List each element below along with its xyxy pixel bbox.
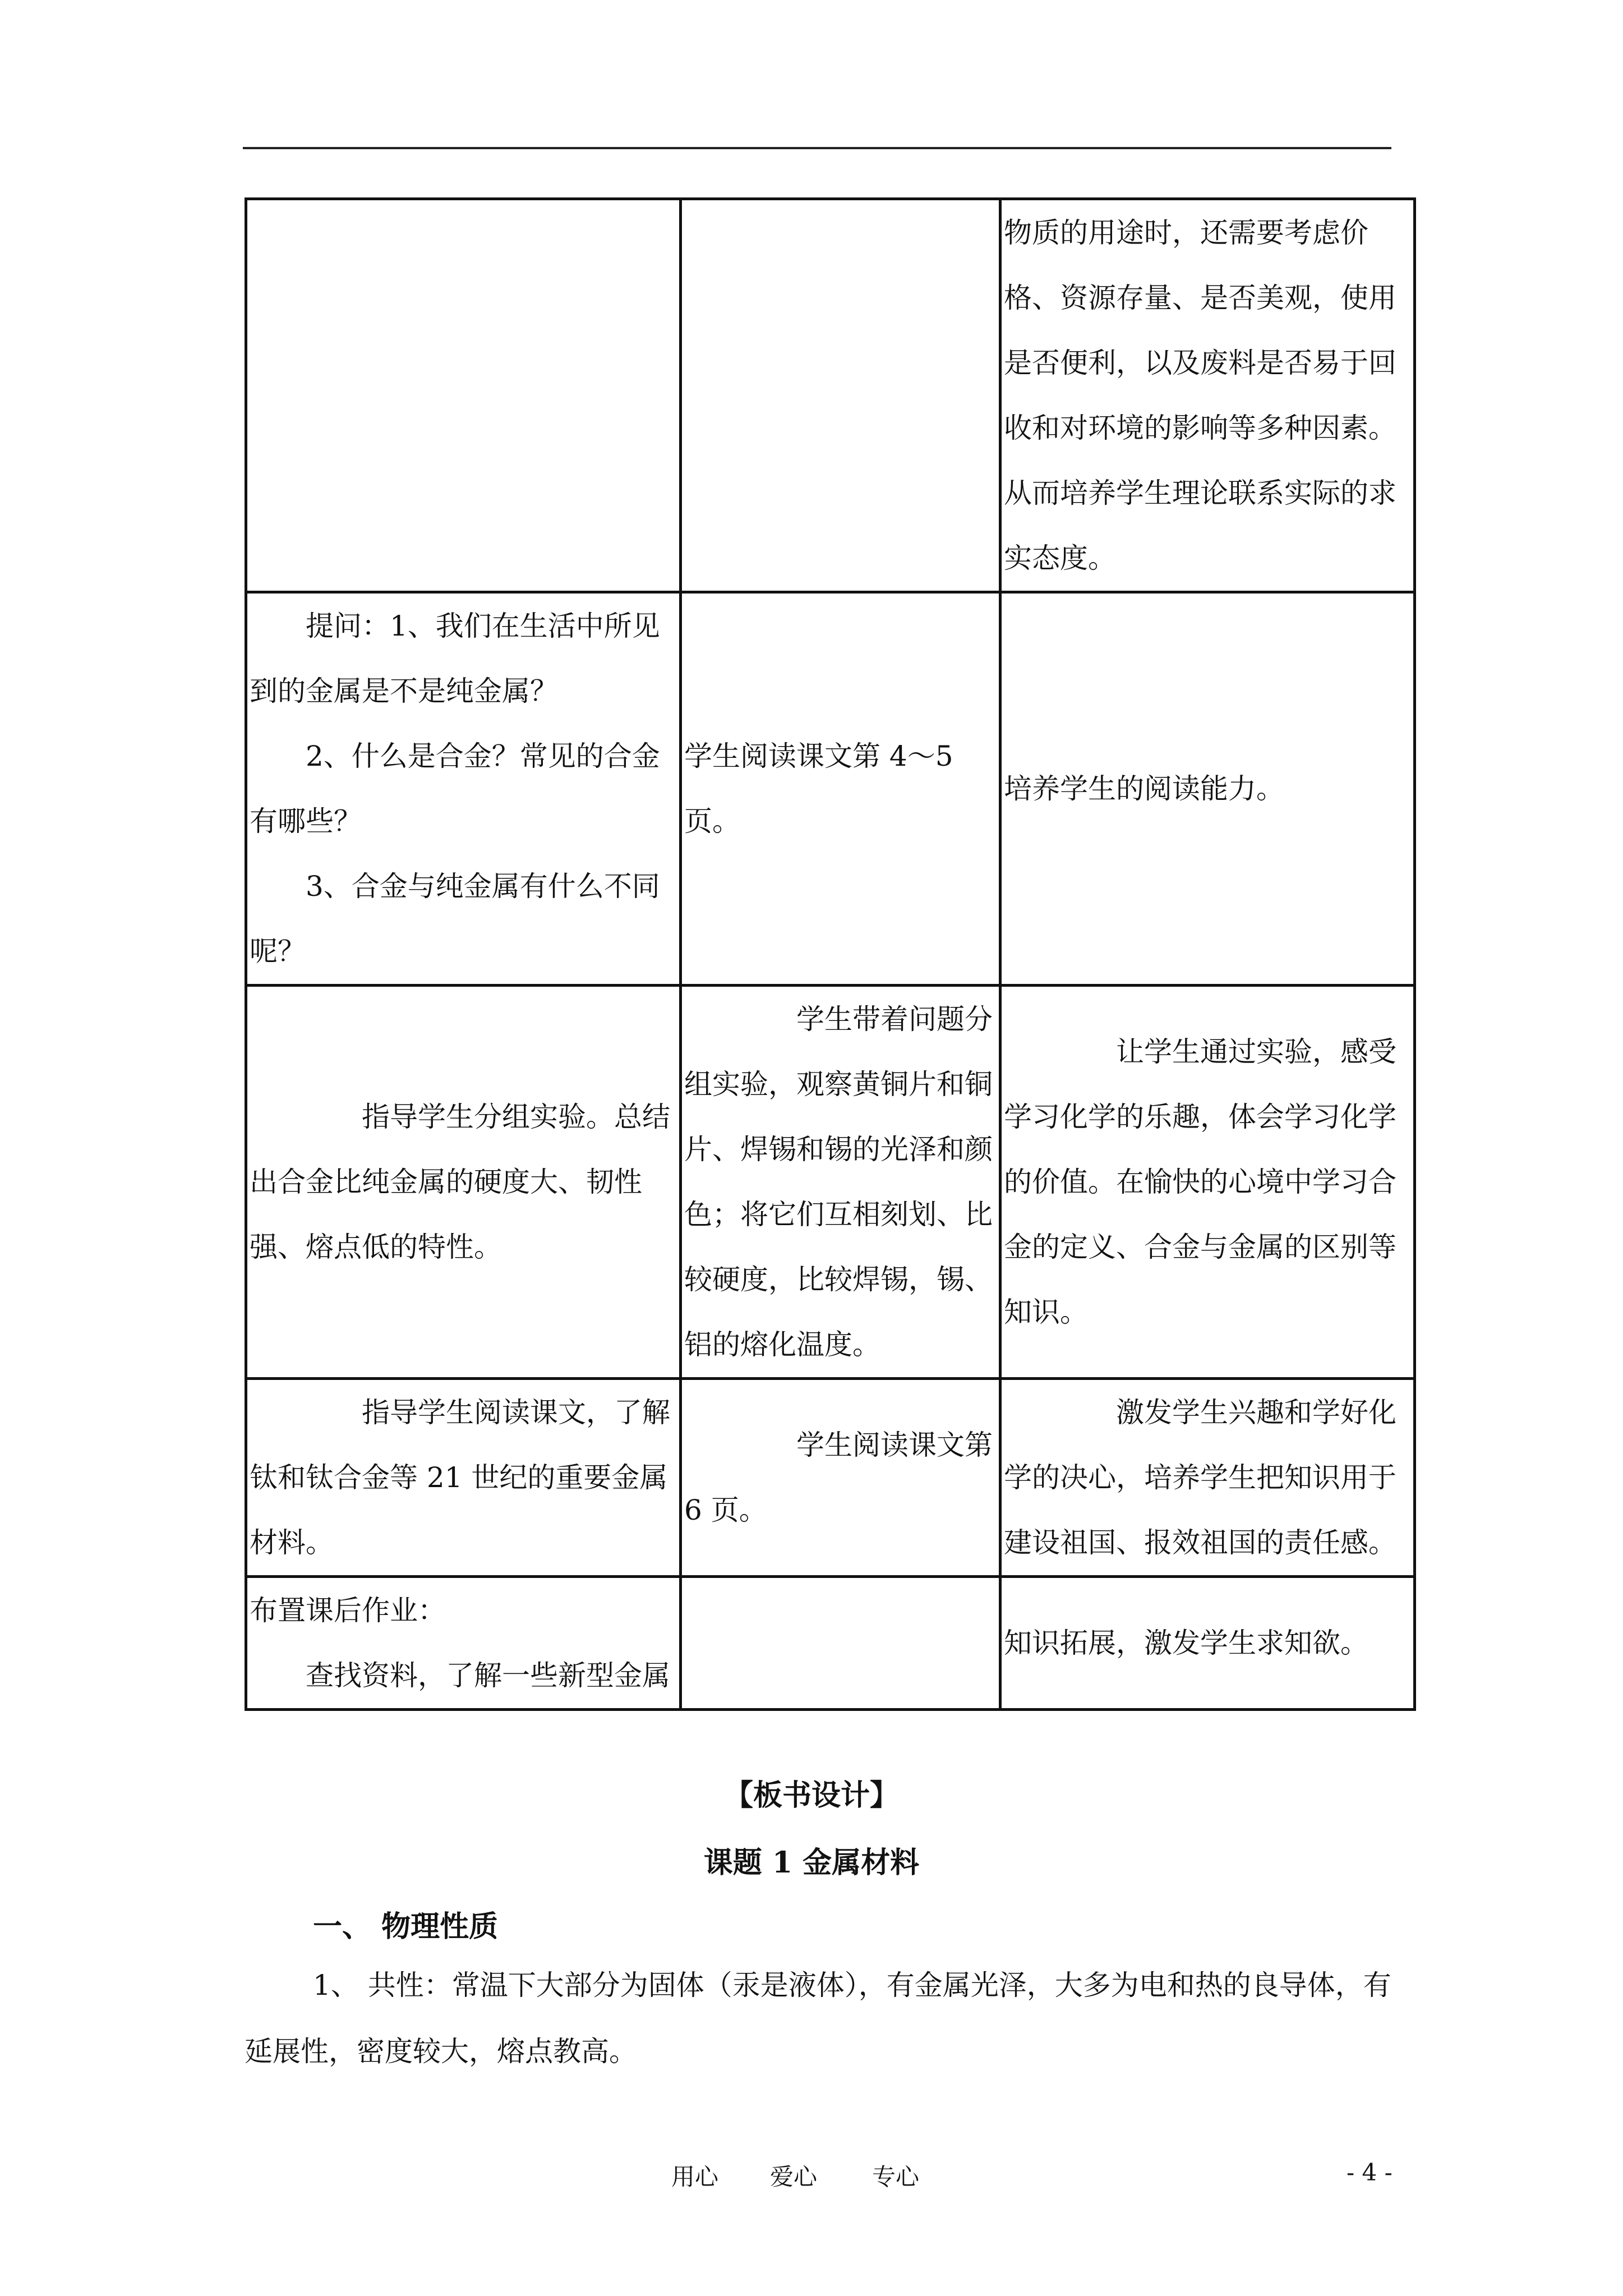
student-cell <box>681 1577 1000 1710</box>
purpose-text: 让学生通过实验，感受学习化学的乐趣，体会学习化学的价值。在愉快的心境中学习合金的定义、合金与金属的区别等知识。 <box>1004 1036 1396 1328</box>
table-row <box>246 1577 1415 1710</box>
student-cell <box>681 199 1000 592</box>
student-cell <box>681 986 1000 1379</box>
student-cell <box>681 1379 1000 1577</box>
student-cell <box>681 592 1000 986</box>
teacher-cell <box>246 986 681 1379</box>
purpose-cell <box>1000 199 1415 592</box>
purpose-cell <box>1000 986 1415 1379</box>
footer-motto-1: 用心 <box>671 2163 719 2191</box>
purpose-text: 培养学生的阅读能力。 <box>1004 772 1284 805</box>
footer-motto-3: 专心 <box>872 2163 920 2191</box>
homework-label: 布置课后作业： <box>250 1594 446 1627</box>
section-paragraph: 1、 共性：常温下大部分为固体（汞是液体），有金属光泽，大多为电和热的良导体，有延展性，密度较大，熔点教高。 <box>245 1969 1391 2068</box>
board-title: 课题 1 金属材料 <box>703 1846 920 1880</box>
purpose-text: 激发学生兴趣和学好化学的决心，培养学生把知识用于建设祖国、报效祖国的责任感。 <box>1004 1396 1396 1559</box>
homework-text: 查找资料，了解一些新型金属 <box>306 1659 670 1692</box>
section-heading: 一、 物理性质 <box>313 1910 499 1944</box>
footer-motto-2: 爱心 <box>770 2163 818 2191</box>
purpose-text: 知识拓展，激发学生求知欲。 <box>1004 1627 1368 1659</box>
question-3: 3、合金与纯金属有什么不同呢？ <box>250 870 660 968</box>
table-row <box>246 199 1415 592</box>
purpose-cell <box>1000 592 1415 986</box>
page-number: - 4 - <box>1347 2159 1393 2186</box>
lesson-table <box>245 197 1416 1711</box>
purpose-text: 物质的用途时，还需要考虑价格、资源存量、是否美观，使用是否便利，以及废料是否易于回收和对环境的影响等多种因素。从而培养学生理论联系实际的求实态度。 <box>1004 217 1396 574</box>
teacher-text: 指导学生分组实验。总结出合金比纯金属的硬度大、韧性强、熔点低的特性。 <box>250 1101 670 1263</box>
teacher-cell <box>246 1379 681 1577</box>
student-text: 学生带着问题分组实验，观察黄铜片和铜片、焊锡和锡的光泽和颜色；将它们互相刻划、比较硬度，比较焊锡，锡、铝的熔化温度。 <box>684 1003 993 1361</box>
teacher-text: 指导学生阅读课文，了解钛和钛合金等 21 世纪的重要金属材料。 <box>250 1396 670 1559</box>
student-text: 学生阅读课文第 4～5 页。 <box>684 740 953 838</box>
teacher-cell <box>246 199 681 592</box>
question-2: 2、什么是合金？常见的合金有哪些？ <box>250 740 660 838</box>
board-heading: 【板书设计】 <box>723 1778 899 1812</box>
header-rule <box>243 147 1391 149</box>
student-text: 学生阅读课文第 6 页。 <box>684 1429 993 1526</box>
table-row <box>246 986 1415 1379</box>
purpose-cell <box>1000 1379 1415 1577</box>
teacher-cell <box>246 1577 681 1710</box>
teacher-cell <box>246 592 681 986</box>
table-row <box>246 592 1415 986</box>
question-1: 提问：1、我们在生活中所见到的金属是不是纯金属？ <box>250 610 660 707</box>
table-row <box>246 1379 1415 1577</box>
purpose-cell <box>1000 1577 1415 1710</box>
